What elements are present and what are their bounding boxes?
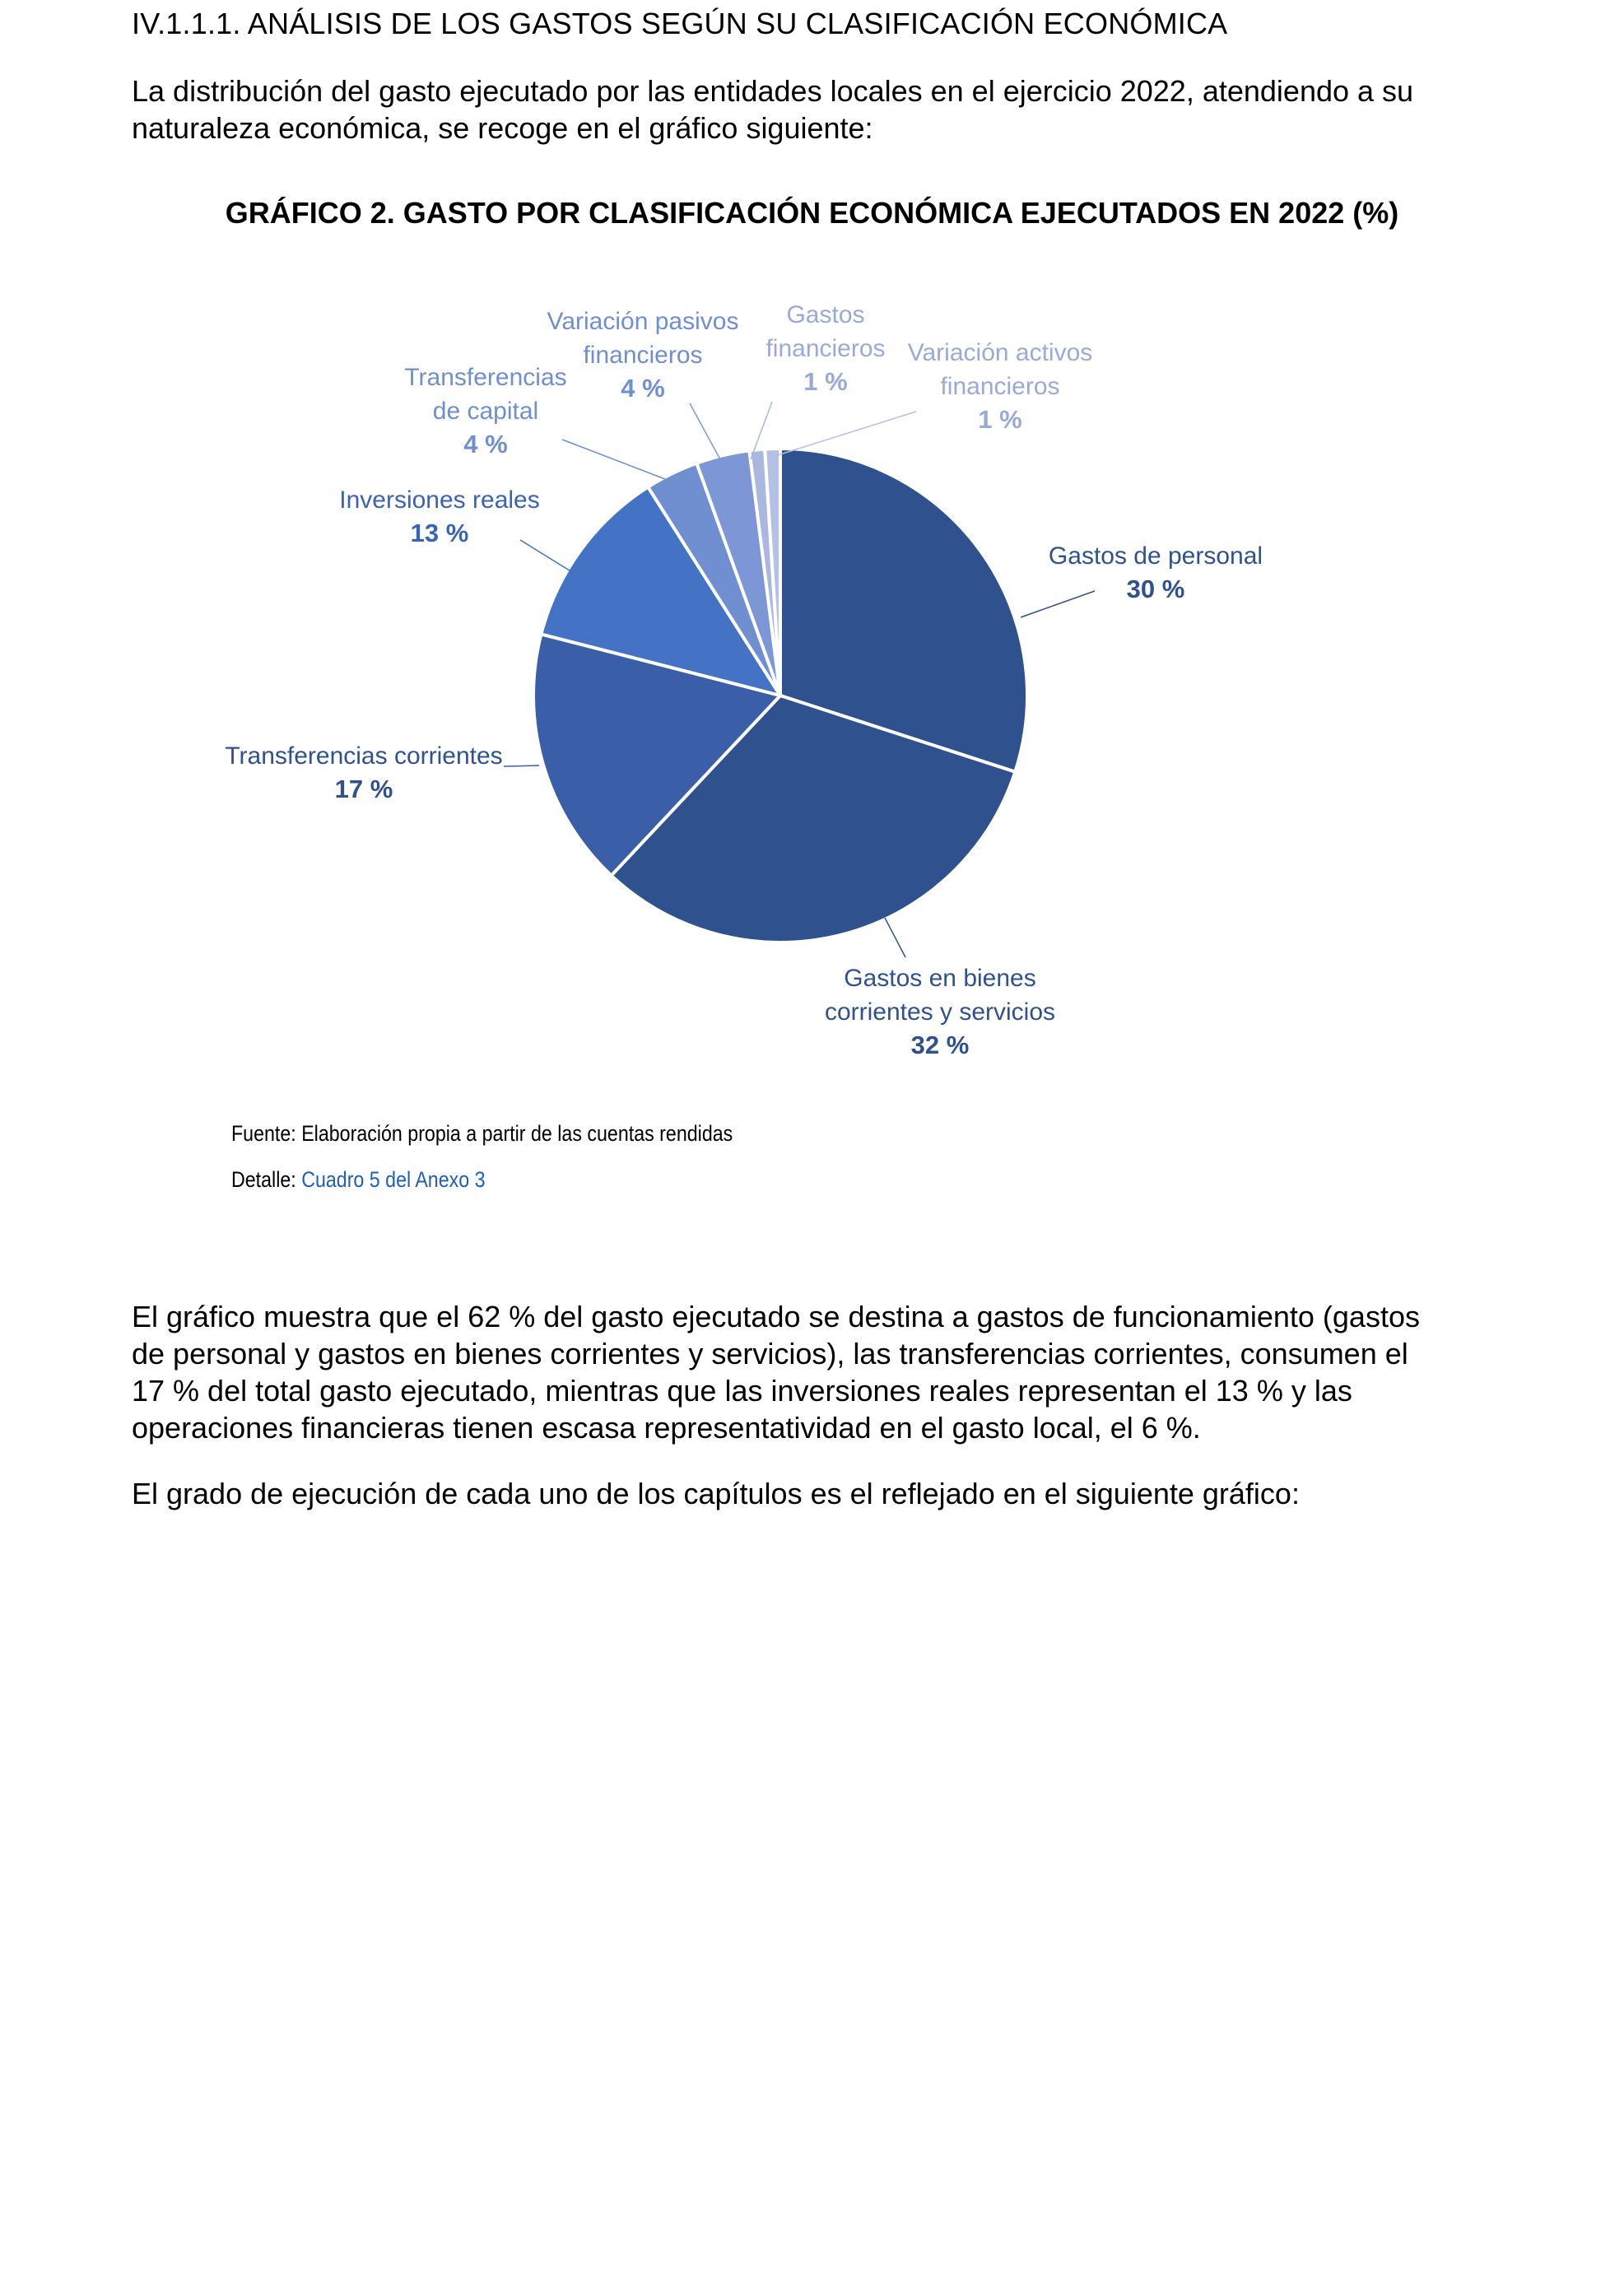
slice-label bbox=[1049, 542, 1263, 603]
detail-note bbox=[231, 1167, 486, 1193]
leader-line bbox=[767, 412, 916, 458]
slice-label bbox=[547, 308, 739, 403]
slice-category-text: Transferencias corrientes bbox=[225, 742, 503, 770]
slice-category-text: financieros bbox=[940, 373, 1060, 400]
slice-category-text: Transferencias bbox=[404, 364, 567, 391]
slice-category-text: Gastos en bienes bbox=[844, 965, 1036, 992]
slice-category-text: corrientes y servicios bbox=[824, 998, 1056, 1026]
slice-label bbox=[404, 364, 566, 458]
detail-prefix: Detalle: bbox=[231, 1167, 302, 1192]
slice-value-label: 13 % bbox=[410, 519, 469, 547]
slice-value-label: 4 % bbox=[621, 374, 665, 403]
slice-category-text: Variación activos bbox=[907, 339, 1093, 366]
leader-line bbox=[690, 403, 721, 461]
section-heading: IV.1.1.1. ANÁLISIS DE LOS GASTOS SEGÚN SU CLASIFICACIÓN ECONÓMICA bbox=[132, 7, 1228, 40]
slice-category-text: financieros bbox=[583, 342, 703, 369]
slice-category-text: Variación pasivos bbox=[547, 308, 739, 335]
pie-chart bbox=[0, 263, 1624, 1087]
annex-link[interactable]: Cuadro 5 del Anexo 3 bbox=[301, 1167, 486, 1192]
slice-label bbox=[908, 339, 1093, 434]
leader-line bbox=[885, 918, 905, 957]
slice-value-label: 1 % bbox=[803, 367, 848, 396]
slice-value-label: 17 % bbox=[334, 775, 393, 803]
slice-value-label: 30 % bbox=[1126, 575, 1185, 603]
slice-category-text: de capital bbox=[432, 398, 539, 425]
slice-label bbox=[825, 965, 1055, 1059]
slice-category-text: Inversiones reales bbox=[339, 486, 540, 514]
chart-title: GRÁFICO 2. GASTO POR CLASIFICACIÓN ECONÓMICA EJECUTADOS EN 2022 (%) bbox=[225, 196, 1399, 230]
body-line: El gráfico muestra que el 62 % del gasto ejecutado se destina a gastos de funcionamiento (gastos bbox=[132, 1300, 1420, 1333]
slice-label bbox=[765, 301, 885, 396]
slice-category-text: Gastos bbox=[786, 301, 865, 328]
source-note: Fuente: Elaboración propia a partir de las cuentas rendidas bbox=[231, 1121, 733, 1146]
intro-paragraph bbox=[132, 72, 1518, 147]
intro-line: La distribución del gasto ejecutado por las entidades locales en el ejercicio 2022, atendiendo a su bbox=[132, 74, 1414, 108]
slice-value-label: 1 % bbox=[978, 405, 1022, 434]
leader-line bbox=[1021, 591, 1095, 617]
leader-line bbox=[562, 440, 665, 479]
body-line: 17 % del total gasto ejecutado, mientras que las inversiones reales representan el 13 % y las bbox=[132, 1374, 1352, 1408]
body-paragraph-1 bbox=[132, 1298, 1518, 1446]
slice-value-label: 32 % bbox=[910, 1031, 970, 1059]
body-line: operaciones financieras tienen escasa representatividad en el gasto local, el 6 %. bbox=[132, 1411, 1201, 1445]
body-paragraph-2: El grado de ejecución de cada uno de los capítulos es el reflejado en el siguiente gráfico: bbox=[132, 1477, 1300, 1510]
body-line: de personal y gastos en bienes corrientes y servicios), las transferencias corrientes, consumen el bbox=[132, 1337, 1408, 1371]
leader-line bbox=[520, 540, 572, 572]
slice-label bbox=[339, 486, 539, 547]
slice-value-label: 4 % bbox=[463, 430, 508, 458]
slice-category-text: Gastos de personal bbox=[1048, 542, 1263, 570]
intro-line: naturaleza económica, se recoge en el gráfico siguiente: bbox=[132, 111, 873, 145]
slice-label bbox=[225, 742, 502, 803]
slice-category-text: financieros bbox=[765, 335, 886, 362]
